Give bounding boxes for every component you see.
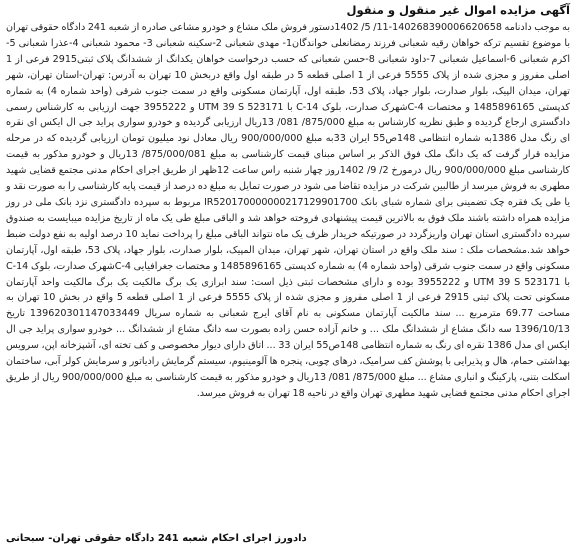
notice-signature: دادورز اجرای احکام شعبه 241 دادگاه حقوقی تهران- سبحانی <box>6 533 307 544</box>
notice-title: آگهی مزایده اموال غیر منقول و منقول <box>346 3 570 17</box>
notice-body: به موجب دادنامه 140268390006620658-11/ 5/ 1402دستور فروش ملک مشاع و خودرو مشاعی صادره از شعبه 241 دادگاه حقوقی تهران با موضوع تقسیم ترکه خواهان رقیه شعبانی فرزند رمضانعلی خواندگان1- مهدی شعبانی 2-سکینه شعبانی 3- محمود شعبانی 4-عذرا شعبانی 5-اکرم شعبانی 6-اسماعیل شعبانی 7-داود شعبانی 8-حسن شعبانی که حسب درخواست خواهان یکدانگ از ششدانگ پلاک ثبتی2915 فرعی از 1 اصلی مفروز و مجزی شده از پلاک 5555 فرعی از 1 اصلی قطعه 5 در طبقه اول واقع دربخش 10 تهران به آدرس: تهران-استان تهران، شهر تهران، میدان الپیک، بلوار صدارت، بلوار جهاد، پلاک 53، طبقه اول، آپارتمان مسکونی واقع در سمت جنوب شرقی (واحد شماره 4) به شماره کدپستی 1485896165 و مختصات 4-Cشهرک صدارت، بلوک 14-C با UTM 39 S 523171 و 3955222 جهت ارزیابی به کارشناس رسمی دادگستری ارجاع گردیده و طبق نظریه کارشناس به مبلغ 875/000/ 081/ 13ریال ارزیابی گردیده و خودرو سواری پراید جی ال ایکس ای نقره ای رنگ مدل 1386به شماره انتظامی 148ص55 ایران 33به مبلغ 900/000/000 ریال معادل نود میلیون تومان ارزیابی گردیده که در مرحله مزایده قرار گرفت که یک دانگ ملک فوق الذکر بر اساس مبنای قیمت کارشناسی به مبلغ 875/000/081/ 13ریال و خودرو مذکور به قیمت کارشناسی مبلغ 900/000/000 ریال درمورخ 2/ 9/ 1402روز چهار شنبه راس ساعت 12ظهر از طریق اجرای احکام مدنی مجتمع قضایی شهید مطهری به فروش میرسد از طالبین شرکت در مزایده تقاضا می شود در صورت تمایل به مبلغ ده درصد از قیمت پایه کارشناسی را به صورت نقد و یا طی یک فقره چک تضمینی برای شماره شبای بانک IR520170000000217129901700 مربوط به سپرده دادگستری نزد بانک ملی در روز مزایده همراه داشته باشند ملک فوق به بالاترین قیمت پیشنهادی فروخته خواهد شد و الباقی مبلغ طی یک ماه از تاریخ مزایده میبایست به صندوق سپرده دادگستری استان تهران واریزگردد در صورتیکه خریدار ظرف یک ماه نتواند الباقی مبلغ را پرداخت نماید 10 درصد اولیه به نفع دولت ضبط خواهد شد.مشخصات ملک : سند ملک واقع در استان تهران، شهر تهران، میدان المپیک، بلوار صدارت، بلوار جهاد، پلاک 53، طبقه اول، آپارتمان مسکونی واقع در سمت جنوب شرقی (واحد شماره 4) به شماره کدپستی 1485896165 و مختصات جغرافیایی 4-Cشهرک صدارت، بلوک 14-C با UTM 39 S 523171 و 3955222 بوده و دارای مشخصات ثبتی ذیل است: سند ابرازی یک برگ مالکیت یک برگ مالکیت واحد آپارتمان مسکونی تحت پلاک ثبتی 2915 فرعی از 1 اصلی مفروز و مجزی شده از پلاک 5555 فرعی از 1 اصلی قطعه 5 واقع در بخش 10 تهران به مساحت 69.77 مترمربع ... سند مالکیت آپارتمان مسکونی به نام آقای ایرج شعبانی به شماره سریال 139620301147033449 تاریخ 1396/10/13 سه دانگ مشاع از ششدانگ ملک ... و خانم آزاده حسن زاده بصورت سه دانگ مشاع از ششدانگ ... خودرو سواری پراید جی ال ایکس ای مدل 1386 نقره ای رنگ به شماره انتظامی 148ص55 ایران 33 ... اتاق دارای دیوار مخصوصی و کف تخته ای، آشپزخانه اپن، سرویس بهداشتی حمام، هال و پذیرایی با پوشش کف سرامیک، درهای چوبی، پنجره ها آلومینیوم، سیستم گرمایش رادیاتور و سرمایش کولر آبی، ساختمان اسکلت بتنی، پارکینگ و انباری مشاع ... مبلغ 875/000/ 081/ 13ریال و خودرو مذکور به قیمت کارشناسی به مبلغ 900/000/000 ریال از طریق اجرای احکام مدنی مجتمع قضایی شهید مطهری تهران واقع در ناحیه 18 تهران به فروش میرسد. <box>6 22 571 399</box>
